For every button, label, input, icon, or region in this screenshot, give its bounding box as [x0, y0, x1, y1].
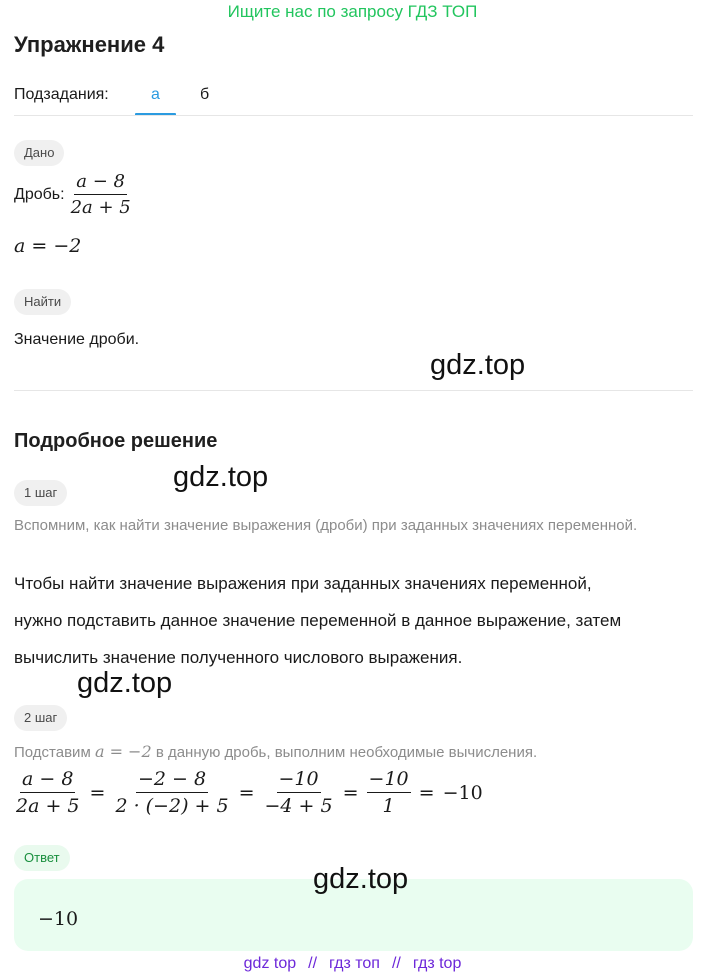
step1-line-1: Чтобы найти значение выражения при заданных значениях переменной, [14, 574, 592, 593]
watermark: gdz.top [77, 667, 173, 699]
step2-badge: 2 шаг [14, 705, 67, 731]
answer-value: −10 [38, 908, 79, 930]
find-badge: Найти [14, 289, 71, 315]
eq-fraction-4 [367, 768, 411, 817]
eq-fraction-3 [263, 768, 335, 817]
step2-hint-after: в данную дробь, выполним необходимые вычисления. [155, 744, 538, 761]
watermark: gdz.top [313, 863, 409, 895]
footer-link-3[interactable]: гдз top [412, 955, 462, 972]
subtasks-label: Подзадания: [14, 86, 109, 103]
given-fraction-denominator: 2a + 5 [70, 197, 131, 218]
eq-fraction-3-den: −4 + 5 [264, 795, 333, 817]
footer-link-2[interactable]: гдз топ [329, 955, 380, 972]
eq-fraction-1 [14, 768, 82, 817]
step1-line-2: нужно подставить данное значение переменной в данное выражение, затем [14, 611, 622, 630]
eq-fraction-2-num: −2 − 8 [136, 768, 208, 793]
watermark: gdz.top [173, 461, 269, 493]
footer-links [0, 955, 705, 973]
step2-hint-math: a = −2 [94, 742, 152, 761]
eq-sign: = [342, 781, 359, 804]
given-fraction-numerator: a − 8 [74, 171, 127, 195]
find-text: Значение дроби. [14, 331, 140, 348]
footer-link-1[interactable]: gdz top [243, 955, 297, 972]
eq-fraction-2 [113, 768, 230, 817]
step2-hint-before: Подставим [14, 744, 91, 761]
given-fraction-label: Дробь: [14, 185, 65, 203]
answer-badge: Ответ [14, 845, 70, 871]
divider [14, 390, 693, 391]
divider [14, 115, 693, 116]
step1-line-3: вычислить значение полученного числового выражения. [14, 648, 463, 667]
eq-sign: = [89, 781, 106, 804]
eq-fraction-4-num: −10 [367, 768, 411, 793]
given-fraction-expression [69, 171, 133, 218]
given-variable-value: a = −2 [14, 235, 82, 257]
given-fraction [14, 171, 133, 218]
step1-hint: Вспомним, как найти значение выражения (дроби) при заданных значениях переменной. [14, 517, 638, 534]
given-badge: Дано [14, 140, 64, 166]
solution-title: Подробное решение [14, 430, 218, 452]
step2-equation [14, 768, 483, 817]
tab-subtask-b[interactable]: б [200, 86, 210, 103]
footer-separator: // [308, 955, 318, 972]
exercise-title: Упражнение 4 [14, 32, 165, 57]
step2-hint [14, 742, 537, 762]
watermark: gdz.top [430, 349, 526, 381]
eq-fraction-4-den: 1 [382, 795, 395, 817]
eq-sign: = [418, 781, 435, 804]
step1-badge: 1 шаг [14, 480, 67, 506]
eq-fraction-1-num: a − 8 [20, 768, 75, 793]
eq-sign: = [238, 781, 255, 804]
tab-subtask-a[interactable]: а [151, 86, 160, 103]
top-banner: Ищите нас по запросу ГДЗ ТОП [227, 2, 478, 21]
eq-fraction-1-den: 2a + 5 [16, 795, 80, 817]
eq-result: −10 [442, 781, 483, 804]
eq-fraction-3-num: −10 [277, 768, 321, 793]
eq-fraction-2-den: 2 · (−2) + 5 [115, 795, 229, 817]
footer-separator: // [391, 955, 401, 972]
